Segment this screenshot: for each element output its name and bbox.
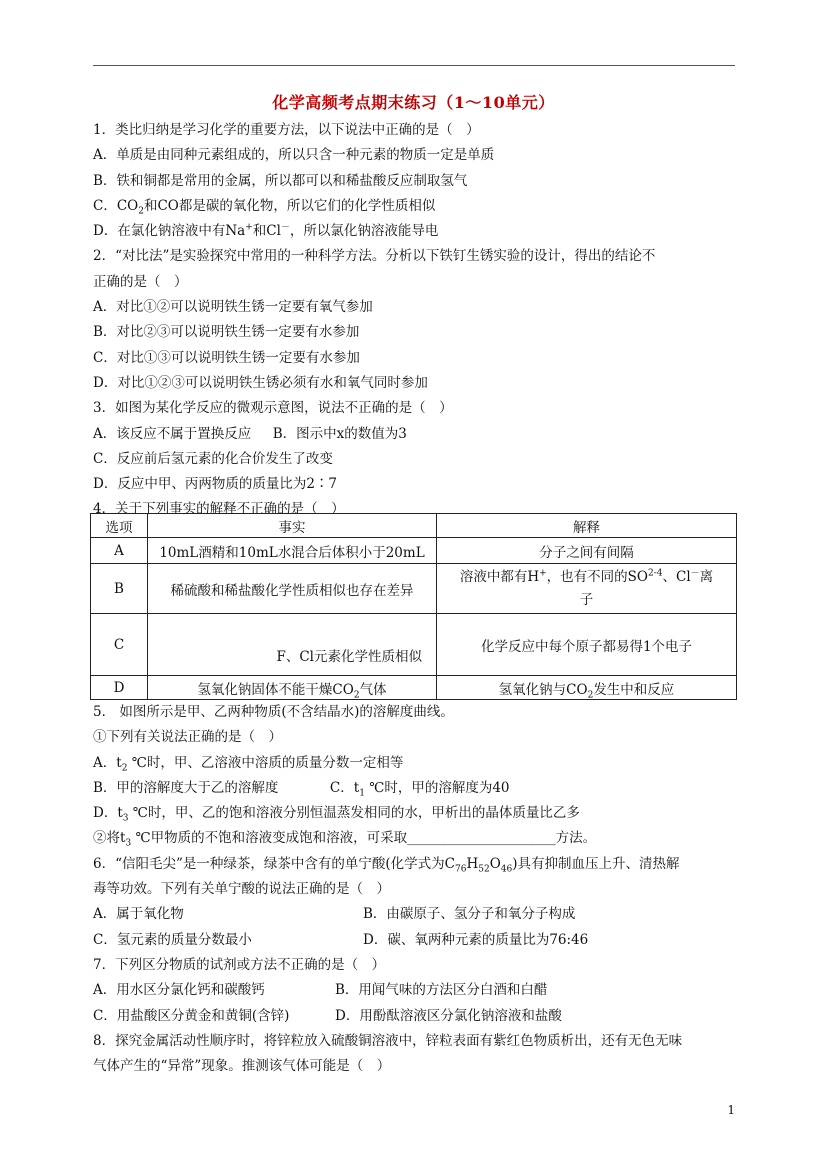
q2-option-b: B．对比②③可以说明铁生锈一定要有水参加 <box>93 324 360 341</box>
questions-5-8 <box>93 700 738 1079</box>
q3-stem: 3．如图为某化学反应的微观示意图，说法不正确的是（ ） <box>93 400 453 417</box>
q2-option-c: C．对比①③可以说明铁生锈一定要有水参加 <box>93 349 360 366</box>
q5-options-bc: B．甲的溶解度大于乙的溶解度 C．$t_1$ ℃时，甲的溶解度为40 <box>93 779 510 799</box>
q1-stem: 1．类比归纳是学习化学的重要方法，以下说法中正确的是（ ） <box>93 122 480 138</box>
table-cell-explanation: 化学反应中每个原子都易得1个电子 <box>437 614 737 676</box>
q7-stem: 7．下列区分物质的试剂或方法不正确的是（ ） <box>93 956 386 973</box>
q1-option-a: A．单质是由同种元素组成的，所以只含一种元素的物质一定是单质 <box>93 147 495 164</box>
table-cell-fact: 稀硫酸和稀盐酸化学性质相似也存在差异 <box>148 564 437 614</box>
q5-sub2: ②将$t_3$ ℃甲物质的不饱和溶液变成饱和溶液，可采取______________________方法。 <box>93 826 738 851</box>
q7-options-ab: A．用水区分氯化钙和碳酸钙 B．用闻气味的方法区分白酒和白醋 <box>93 982 548 999</box>
header-rule <box>93 65 735 66</box>
page-number: 1 <box>727 1103 735 1117</box>
q4-table <box>90 513 737 700</box>
q2-stem-line1: 2．“对比法”是实验探究中常用的一种科学方法。分析以下铁钉生锈实验的设计，得出的结论不 <box>93 248 656 265</box>
table-cell-fact: 氢氧化钠固体不能干燥$CO_2$气体 <box>148 676 437 700</box>
table-row <box>91 538 737 564</box>
table-cell-option: B <box>91 564 148 614</box>
q2-option-a: A．对比①②可以说明铁生锈一定要有氧气参加 <box>93 299 373 316</box>
table-cell-fact: 10mL酒精和10mL水混合后体积小于20mL <box>148 538 437 564</box>
q8-stem-line1: 8．探究金属活动性顺序时，将锌粒放入硫酸铜溶液中，锌粒表面有紫红色物质析出，还有无色无味 <box>93 1032 683 1049</box>
table-cell-explanation: 氢氧化钠与$CO_2$发生中和反应 <box>437 676 737 700</box>
q2-stem-line2: 正确的是（ ） <box>93 273 188 290</box>
q2-option-d: D．对比①②③可以说明铁生锈必须有水和氧气同时参加 <box>93 374 428 391</box>
table-row <box>91 564 737 614</box>
table-header: 选项 <box>91 514 148 538</box>
q3-option-d: D．反应中甲、丙两物质的质量比为2∶7 <box>93 476 338 493</box>
q8-stem-line2: 气体产生的“异常”现象。推测该气体可能是（ ） <box>93 1058 391 1075</box>
table-cell-explanation: 溶液中都有H+，也有不同的SO$^{2-4}$、Cl－离 子 <box>437 564 737 614</box>
q6-stem-line1: 6．“信阳毛尖”是一种绿茶，绿茶中含有的单宁酸(化学式为$C_{76}H_{52}O_{46}$)具有抑制血压上升、清热解 <box>93 855 680 875</box>
q7-options-cd: C．用盐酸区分黄金和黄铜(含锌) D．用酚酞溶液区分氯化钠溶液和盐酸 <box>93 1007 562 1024</box>
q3-options-ab: A．该反应不属于置换反应 B．图示中x的数值为3 <box>93 425 407 442</box>
q6-options-ab: A．属于氧化物 B．由碳原子、氢分子和氧分子构成 <box>93 906 576 923</box>
q4-stem: 4．关于下列事实的解释不正确的是（ ） <box>93 501 345 518</box>
table-row <box>91 676 737 700</box>
q1-option-c: C．$CO_2$和CO都是碳的氧化物，所以它们的化学性质相似 <box>93 197 436 217</box>
q5-sub1: ①下列有关说法正确的是（ ） <box>93 729 282 746</box>
table-cell-explanation: 分子之间有间隔 <box>437 538 737 564</box>
table-row <box>91 614 737 676</box>
table-header-row <box>91 514 737 538</box>
table-header: 事实 <box>148 514 437 538</box>
q1-option-d: D．在氯化钠溶液中有Na+和Cl－，所以氯化钠溶液能导电 <box>93 222 439 240</box>
table-cell-option: A <box>91 538 148 564</box>
q6-options-cd: C．氢元素的质量分数最小 D．碳、氧两种元素的质量比为76:46 <box>93 931 589 948</box>
table-cell-option: C <box>91 614 148 676</box>
questions-1-4 <box>93 118 738 523</box>
q5-stem: 5． 如图所示是甲、乙两种物质(不含结晶水)的溶解度曲线。 <box>93 704 454 720</box>
q5-option-a: A．$t_2$ ℃时，甲、乙溶液中溶质的质量分数一定相等 <box>93 754 404 774</box>
q3-option-c: C．反应前后氢元素的化合价发生了改变 <box>93 450 333 467</box>
table-cell-option: D <box>91 676 148 700</box>
q6-stem-line2: 毒等功效。下列有关单宁酸的说法正确的是（ ） <box>93 881 390 898</box>
table-cell-fact: F、Cl元素化学性质相似 <box>148 614 437 676</box>
q1-option-b: B．铁和铜都是常用的金属，所以都可以和稀盐酸反应制取氢气 <box>93 172 468 189</box>
page-title: 化学高频考点期末练习（1～10单元） <box>272 93 555 112</box>
answer-blank[interactable]: ______________________ <box>407 830 556 847</box>
q5-option-d: D．$t_3$ ℃时，甲、乙的饱和溶液分别恒温蒸发相同的水，甲析出的晶体质量比乙多 <box>93 805 580 824</box>
table-header: 解释 <box>437 514 737 538</box>
